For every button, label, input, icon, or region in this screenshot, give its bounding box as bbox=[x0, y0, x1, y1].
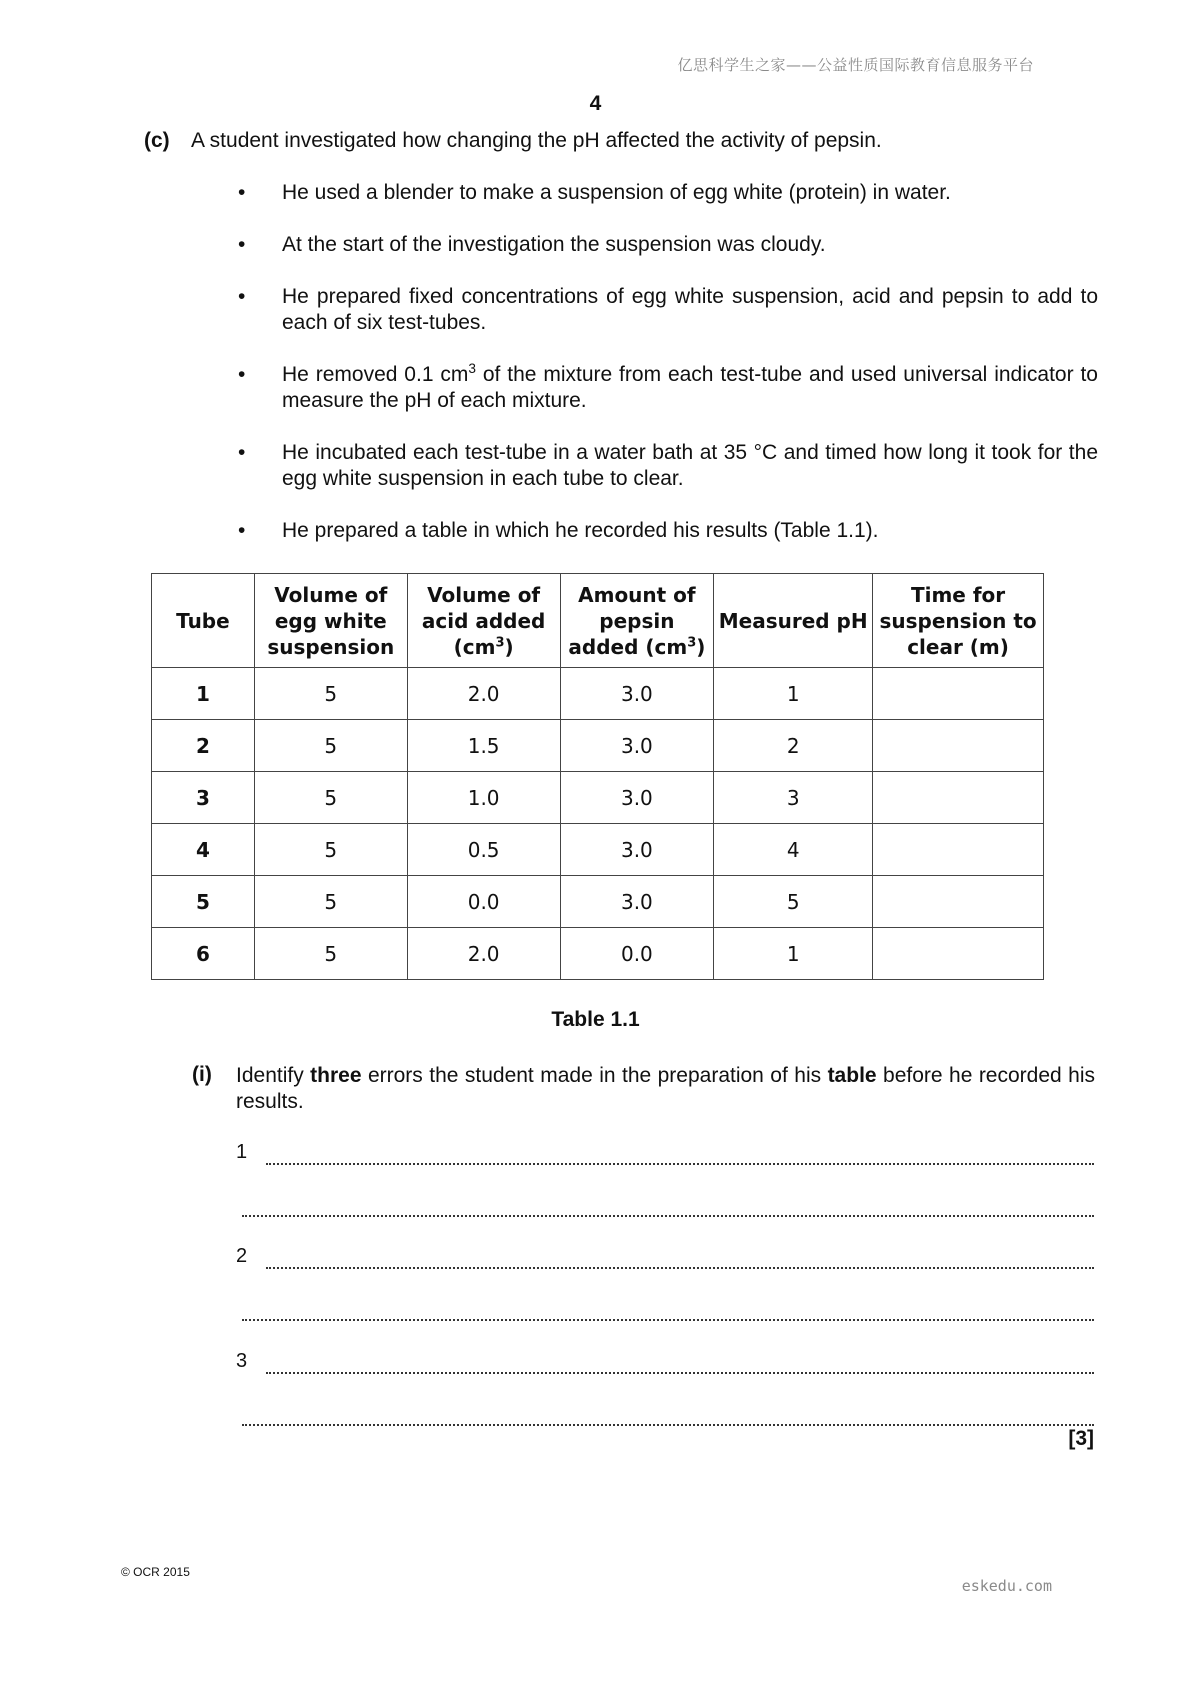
page-number: 4 bbox=[589, 92, 602, 115]
cell-egg: 5 bbox=[254, 772, 407, 824]
question-intro: A student investigated how changing the pH affected the activity of pepsin. bbox=[191, 129, 882, 152]
cell-egg: 5 bbox=[254, 720, 407, 772]
header-volume-egg: Volume of egg white suspension bbox=[254, 574, 407, 668]
cell-egg: 5 bbox=[254, 668, 407, 720]
cell-acid: 0.0 bbox=[407, 876, 560, 928]
answer-number: 3 bbox=[236, 1350, 248, 1372]
cell-acid: 1.0 bbox=[407, 772, 560, 824]
answer-number: 2 bbox=[236, 1245, 248, 1267]
bullet-item: • At the start of the investigation the suspension was cloudy. bbox=[238, 233, 826, 256]
answer-line-1-continued[interactable] bbox=[236, 1193, 1094, 1219]
cell-time bbox=[873, 928, 1044, 980]
header-time: Time for suspension to clear (m) bbox=[873, 574, 1044, 668]
cell-time bbox=[873, 876, 1044, 928]
sub-question-text: Identify three errors the student made in the preparation of his table before he recorded his results. bbox=[236, 1064, 1095, 1113]
cell-pepsin: 3.0 bbox=[560, 668, 714, 720]
answer-line-1[interactable] bbox=[236, 1141, 1094, 1167]
cell-pepsin: 3.0 bbox=[560, 824, 714, 876]
bullet-marker: • bbox=[238, 441, 246, 464]
cell-ph: 5 bbox=[714, 876, 873, 928]
marks-allocation: [3] bbox=[1068, 1427, 1094, 1450]
cell-tube: 6 bbox=[152, 928, 255, 980]
cell-acid: 1.5 bbox=[407, 720, 560, 772]
header-volume-acid: Volume of acid added $(cm^3)$ bbox=[407, 574, 560, 668]
method-bullet-list bbox=[238, 180, 1098, 570]
dotted-answer-line[interactable] bbox=[266, 1267, 1094, 1269]
cell-ph: 4 bbox=[714, 824, 873, 876]
table-row bbox=[152, 928, 1044, 980]
answer-line-2[interactable] bbox=[236, 1245, 1094, 1271]
table-row bbox=[152, 720, 1044, 772]
cell-tube: 4 bbox=[152, 824, 255, 876]
cell-egg: 5 bbox=[254, 928, 407, 980]
cell-acid: 0.5 bbox=[407, 824, 560, 876]
header-tube: Tube bbox=[152, 574, 255, 668]
answer-number: 1 bbox=[236, 1141, 248, 1163]
bullet-marker: • bbox=[238, 181, 246, 204]
cell-pepsin: 3.0 bbox=[560, 876, 714, 928]
header-ph: Measured pH bbox=[714, 574, 873, 668]
cell-ph: 1 bbox=[714, 668, 873, 720]
cell-acid: 2.0 bbox=[407, 668, 560, 720]
table-caption: Table 1.1 bbox=[551, 1008, 640, 1031]
table-row bbox=[152, 876, 1044, 928]
bullet-item: • He incubated each test-tube in a water bath at 35 °C and timed how long it took for the egg white suspension in each tube to clear. bbox=[238, 441, 1098, 490]
cell-ph: 2 bbox=[714, 720, 873, 772]
cell-time bbox=[873, 772, 1044, 824]
dotted-answer-line[interactable] bbox=[266, 1372, 1094, 1374]
bullet-marker: • bbox=[238, 519, 246, 542]
header-pepsin: Amount of pepsin added $(cm^3)$ bbox=[560, 574, 714, 668]
header-watermark: 亿思科学生之家——公益性质国际教育信息服务平台 bbox=[677, 56, 1034, 74]
table-row bbox=[152, 772, 1044, 824]
footer-site: eskedu.com bbox=[961, 1577, 1052, 1595]
cell-tube: 5 bbox=[152, 876, 255, 928]
dotted-answer-line[interactable] bbox=[266, 1163, 1094, 1165]
cell-time bbox=[873, 720, 1044, 772]
cell-ph: 1 bbox=[714, 928, 873, 980]
table-header-row bbox=[152, 574, 1044, 668]
footer-copyright: © OCR 2015 bbox=[121, 1565, 190, 1579]
bullet-item: • He removed 0.1 $cm^3$ of the mixture from each test-tube and used universal indicator to measure the pH of each mixture. bbox=[238, 361, 1098, 412]
bullet-item: • He prepared fixed concentrations of egg white suspension, acid and pepsin to add to each of six test-tubes. bbox=[238, 285, 1098, 334]
cell-tube: 1 bbox=[152, 668, 255, 720]
dotted-answer-line[interactable] bbox=[242, 1215, 1094, 1217]
dotted-answer-line[interactable] bbox=[242, 1424, 1094, 1426]
cell-egg: 5 bbox=[254, 824, 407, 876]
question-label: (c) bbox=[144, 129, 170, 152]
bullet-marker: • bbox=[238, 363, 246, 386]
cell-egg: 5 bbox=[254, 876, 407, 928]
cell-pepsin: 3.0 bbox=[560, 720, 714, 772]
cell-time bbox=[873, 668, 1044, 720]
answer-line-3[interactable] bbox=[236, 1350, 1094, 1376]
cell-ph: 3 bbox=[714, 772, 873, 824]
cell-time bbox=[873, 824, 1044, 876]
cell-tube: 2 bbox=[152, 720, 255, 772]
table-row bbox=[152, 824, 1044, 876]
bullet-marker: • bbox=[238, 285, 246, 308]
table-row bbox=[152, 668, 1044, 720]
bullet-item: • He prepared a table in which he recorded his results (Table 1.1). bbox=[238, 519, 879, 542]
results-table bbox=[151, 573, 1044, 980]
answer-line-3-continued[interactable] bbox=[236, 1402, 1094, 1428]
cell-tube: 3 bbox=[152, 772, 255, 824]
bullet-item: • He used a blender to make a suspension of egg white (protein) in water. bbox=[238, 181, 951, 204]
sub-question-label: (i) bbox=[192, 1063, 212, 1086]
cell-acid: 2.0 bbox=[407, 928, 560, 980]
dotted-answer-line[interactable] bbox=[242, 1319, 1094, 1321]
bullet-marker: • bbox=[238, 233, 246, 256]
cell-pepsin: 0.0 bbox=[560, 928, 714, 980]
cell-pepsin: 3.0 bbox=[560, 772, 714, 824]
answer-line-2-continued[interactable] bbox=[236, 1297, 1094, 1323]
